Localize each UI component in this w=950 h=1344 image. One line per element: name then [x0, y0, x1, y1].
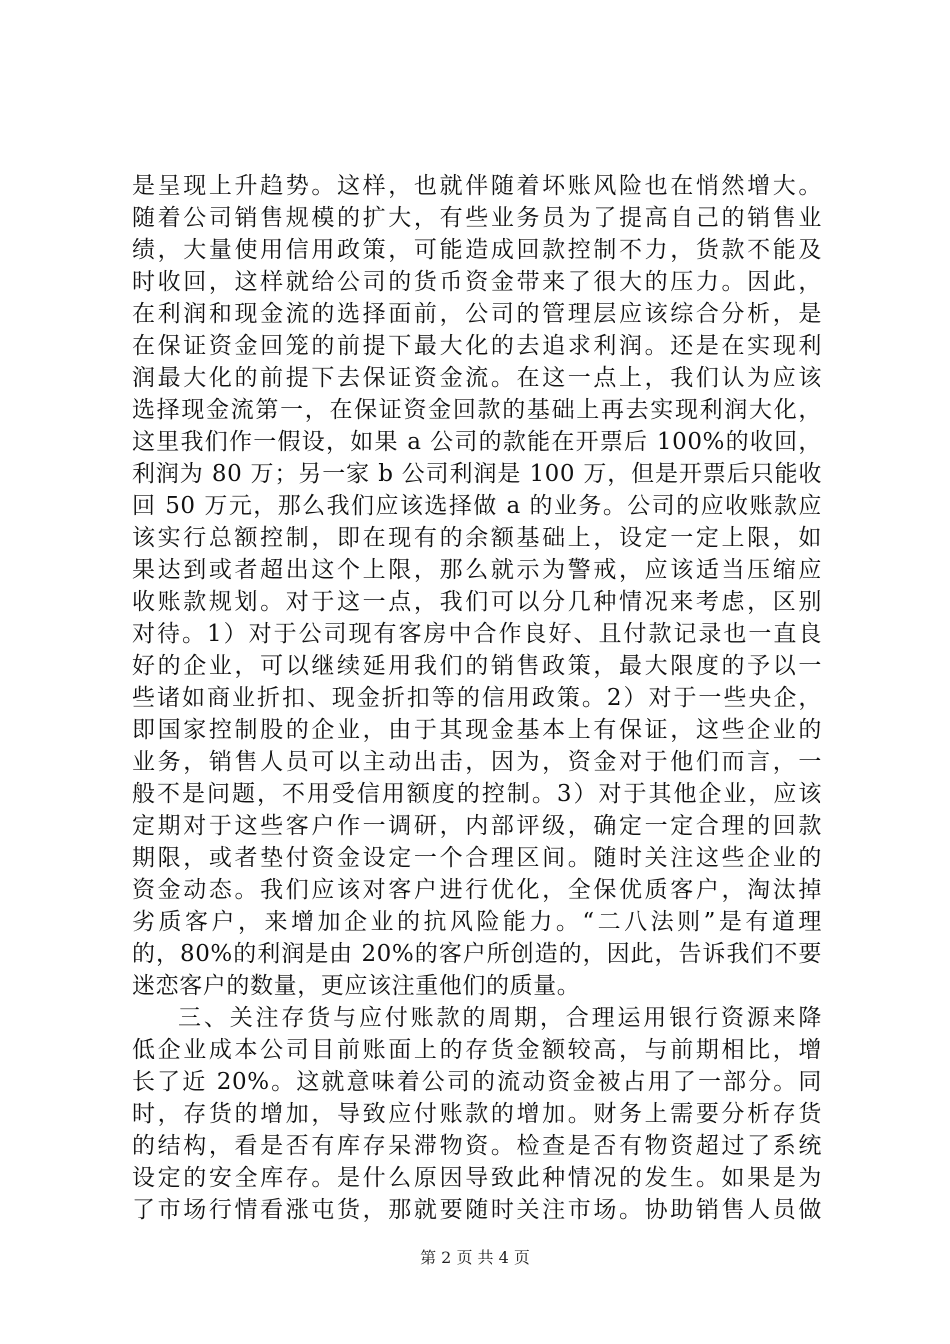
text-line: 润最大化的前提下去保证资金流。在这一点上，我们认为应该: [132, 365, 822, 391]
text-line: 回 50 万元，那么我们应该选择做 a 的业务。公司的应收账款应: [132, 493, 822, 519]
section-heading-line: 三、关注存货与应付账款的周期，合理运用银行资源来降: [178, 1005, 822, 1031]
text-line: 时收回，这样就给公司的货币资金带来了很大的压力。因此，: [132, 269, 822, 295]
text-line: 低企业成本公司目前账面上的存货金额较高，与前期相比，增: [132, 1037, 822, 1063]
text-line: 即国家控制股的企业，由于其现金基本上有保证，这些企业的: [132, 717, 822, 743]
text-line: 该实行总额控制，即在现有的余额基础上，设定一定上限，如: [132, 525, 822, 551]
text-line: 好的企业，可以继续延用我们的销售政策，最大限度的予以一: [132, 653, 822, 679]
text-line: 劣质客户，来增加企业的抗风险能力。“二八法则”是有道理: [132, 909, 822, 935]
text-line: 选择现金流第一，在保证资金回款的基础上再去实现利润大化，: [132, 397, 822, 423]
text-line: 定期对于这些客户作一调研，内部评级，确定一定合理的回款: [132, 813, 822, 839]
text-line: 了市场行情看涨屯货，那就要随时关注市场。协助销售人员做: [132, 1197, 822, 1223]
text-line: 果达到或者超出这个上限，那么就示为警戒，应该适当压缩应: [132, 557, 822, 583]
text-line: 的结构，看是否有库存呆滞物资。检查是否有物资超过了系统: [132, 1133, 822, 1159]
text-line: 随着公司销售规模的扩大，有些业务员为了提高自己的销售业: [132, 205, 822, 231]
text-line: 利润为 80 万；另一家 b 公司利润是 100 万，但是开票后只能收: [132, 461, 822, 487]
text-line: 期限，或者垫付资金设定一个合理区间。随时关注这些企业的: [132, 845, 822, 871]
text-line: 在利润和现金流的选择面前，公司的管理层应该综合分析，是: [132, 301, 822, 327]
paragraph-end-line: 迷恋客户的数量，更应该注重他们的质量。: [132, 973, 581, 999]
text-line: 对待。1）对于公司现有客房中合作良好、且付款记录也一直良: [132, 621, 822, 647]
text-line: 在保证资金回笼的前提下最大化的去追求利润。还是在实现利: [132, 333, 822, 359]
text-line: 长了近 20%。这就意味着公司的流动资金被占用了一部分。同: [132, 1069, 822, 1095]
text-line: 的，80%的利润是由 20%的客户所创造的，因此，告诉我们不要: [132, 941, 822, 967]
text-line: 业务，销售人员可以主动出击，因为，资金对于他们而言，一: [132, 749, 822, 775]
text-line: 是呈现上升趋势。这样，也就伴随着坏账风险也在悄然增大。: [132, 173, 822, 199]
text-line: 般不是问题，不用受信用额度的控制。3）对于其他企业，应该: [132, 781, 822, 807]
text-line: 绩，大量使用信用政策，可能造成回款控制不力，货款不能及: [132, 237, 822, 263]
page-number-footer: 第 2 页 共 4 页: [420, 1248, 530, 1267]
text-line: 收账款规划。对于这一点，我们可以分几种情况来考虑，区别: [132, 589, 822, 615]
text-line: 资金动态。我们应该对客户进行优化，全保优质客户，淘汰掉: [132, 877, 822, 903]
text-line: 些诸如商业折扣、现金折扣等的信用政策。2）对于一些央企，: [132, 685, 822, 711]
document-body: [132, 170, 822, 1226]
text-line: 时，存货的增加，导致应付账款的增加。财务上需要分析存货: [132, 1101, 822, 1127]
text-line: 这里我们作一假设，如果 a 公司的款能在开票后 100%的收回，: [132, 429, 822, 455]
text-line: 设定的安全库存。是什么原因导致此种情况的发生。如果是为: [132, 1165, 822, 1191]
